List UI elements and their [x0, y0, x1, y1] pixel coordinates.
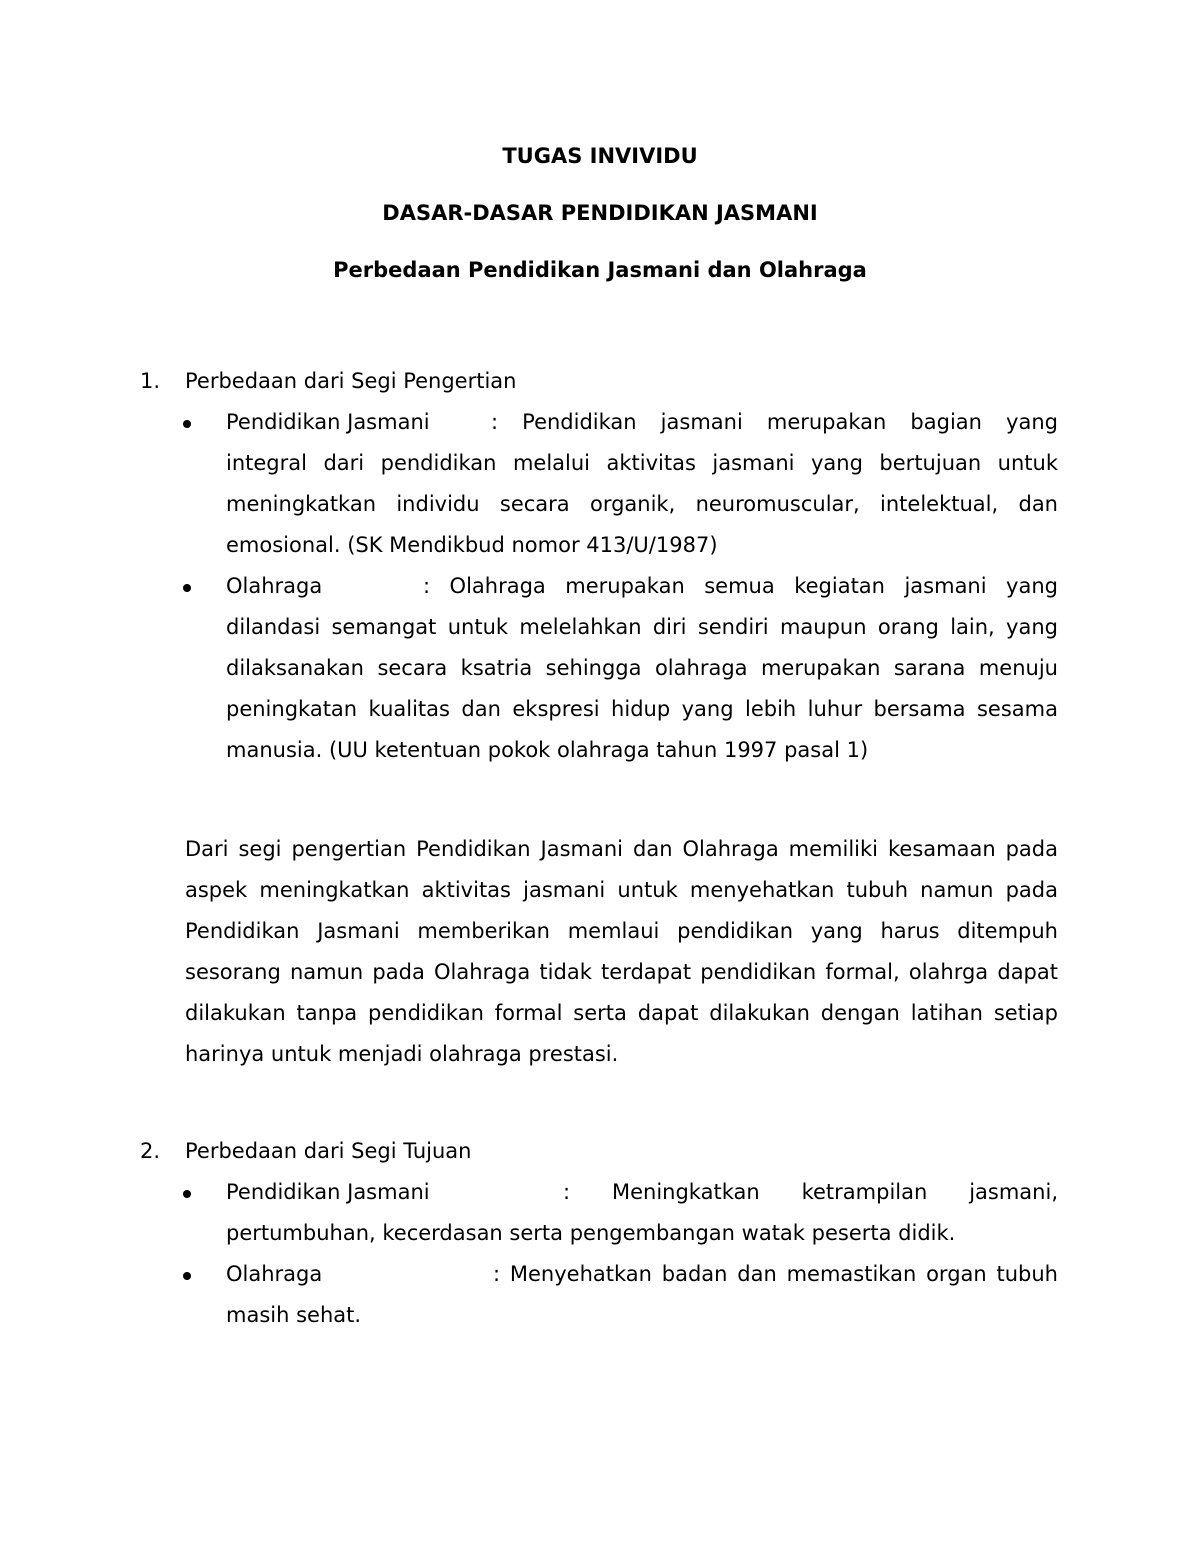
list-item — [226, 402, 1058, 566]
bullet-icon — [183, 1190, 191, 1198]
section-number: 1. — [140, 369, 161, 393]
item-text: : Menyehatkan badan dan memastikan organ tubuh masih sehat. — [226, 1262, 1058, 1327]
item-text: : Meningkatkan ketrampilan jasmani, pertumbuhan, kecerdasan serta pengembangan watak peserta didik. — [226, 1180, 1058, 1245]
topic-title: Perbedaan Pendidikan Jasmani dan Olahraga — [333, 258, 867, 282]
item-text: : Olahraga merupakan semua kegiatan jasmani yang dilandasi semangat untuk melelahkan diri sendiri maupun orang lain, yang dilaksanakan secara ksatria sehingga olahraga merupakan sarana menuju peningkatan kualitas dan ekspresi hidup yang lebih luhur bersama sesama manusia. (UU ketentuan pokok olahraga tahun 1997 pasal 1) — [226, 574, 1058, 762]
section-heading: Perbedaan dari Segi Pengertian — [185, 369, 517, 393]
item-term: Pendidikan Jasmani — [226, 410, 430, 434]
document-title: TUGAS INVIVIDU — [502, 144, 698, 168]
bullet-icon — [183, 1272, 191, 1280]
bullet-icon — [183, 584, 191, 592]
section-number: 2. — [140, 1139, 161, 1163]
list-item — [226, 1254, 1058, 1336]
list-item — [226, 566, 1058, 771]
summary-paragraph: Dari segi pengertian Pendidikan Jasmani dan Olahraga memiliki kesamaan pada aspek meningkatkan aktivitas jasmani untuk menyehatkan tubuh namun pada Pendidikan Jasmani memberikan memlaui pendidikan yang harus ditempuh sesorang namun pada Olahraga tidak terdapat pendidikan formal, olahrga dapat dilakukan tanpa pendidikan formal serta dapat dilakukan dengan latihan setiap harinya untuk menjadi olahraga prestasi. — [185, 837, 1058, 1066]
course-title: DASAR-DASAR PENDIDIKAN JASMANI — [382, 201, 818, 225]
list-item — [226, 1172, 1058, 1254]
bullet-icon — [183, 420, 191, 428]
section-heading: Perbedaan dari Segi Tujuan — [185, 1139, 472, 1163]
item-term: Olahraga — [226, 1262, 323, 1286]
item-term: Pendidikan Jasmani — [226, 1180, 430, 1204]
item-term: Olahraga — [226, 574, 323, 598]
item-text: : Pendidikan jasmani merupakan bagian yang integral dari pendidikan melalui aktivitas jasmani yang bertujuan untuk meningkatkan individu secara organik, neuromuscular, intelektual, dan emosional. (SK Mendikbud nomor 413/U/1987) — [226, 410, 1058, 557]
